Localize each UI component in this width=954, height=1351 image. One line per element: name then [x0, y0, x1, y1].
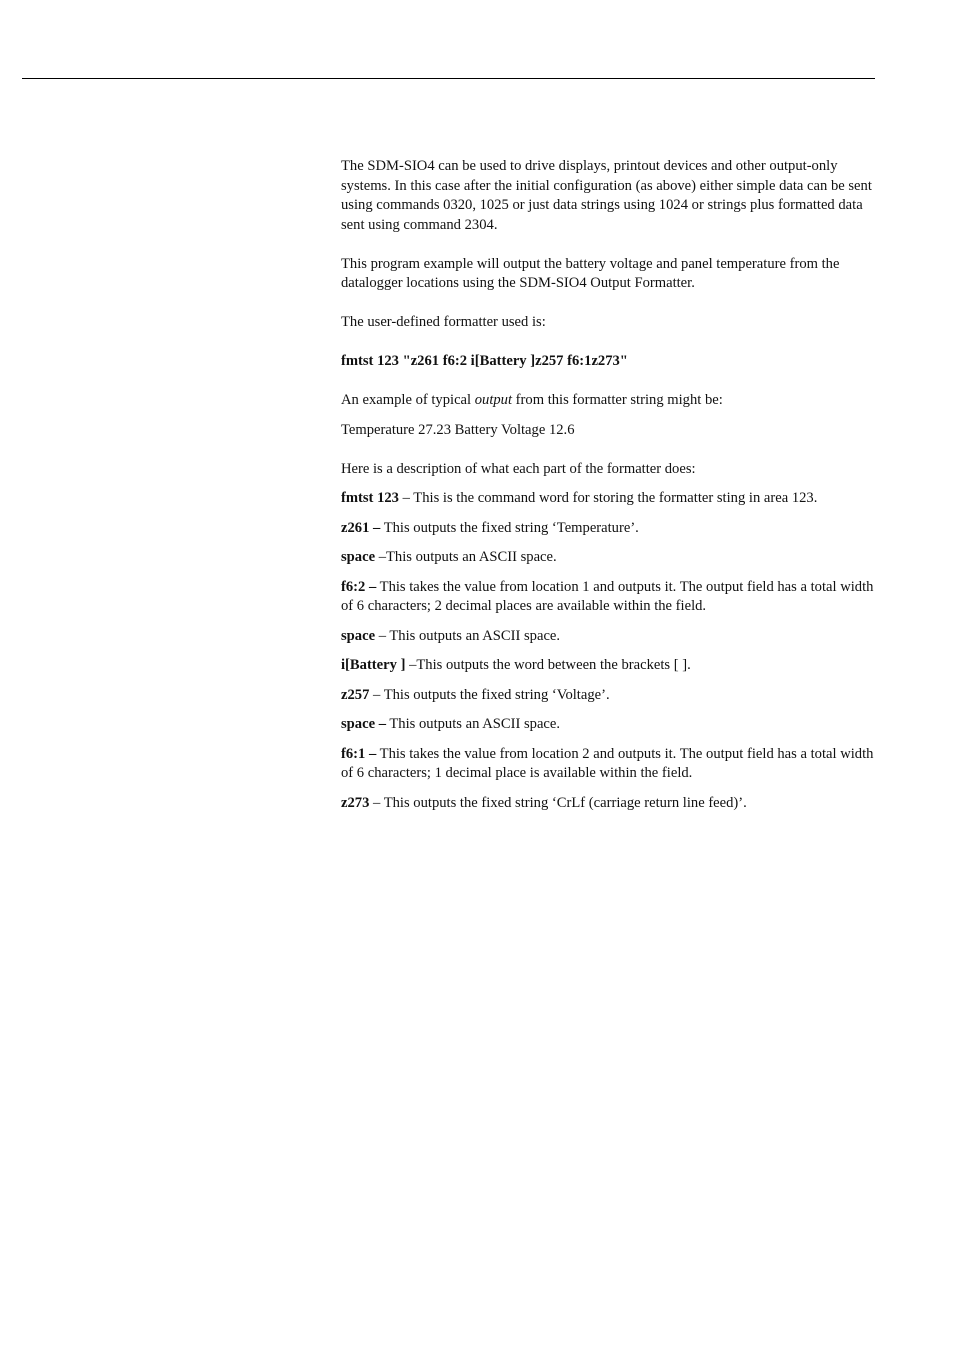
example-intro-after: from this formatter string might be: — [512, 392, 723, 408]
example-intro-before: An example of typical — [341, 392, 475, 408]
description-item — [341, 794, 876, 814]
description-term: fmtst 123 — [341, 490, 399, 506]
description-term: space — [341, 549, 376, 565]
description-term: f6:2 – — [341, 578, 377, 595]
description-text: –This outputs an ASCII space. — [375, 549, 557, 565]
description-term: z257 — [341, 686, 370, 703]
example-intro-italic: output — [474, 392, 513, 408]
description-text: – This outputs the fixed string ‘Voltage’. — [369, 686, 610, 703]
description-text: –This outputs the word between the brackets [ ]. — [405, 657, 691, 673]
description-term: z261 – — [341, 519, 381, 536]
description-intro: Here is a description of what each part of the formatter does: — [341, 460, 696, 477]
description-item — [341, 656, 876, 676]
description-item — [341, 686, 876, 706]
description-item — [341, 715, 876, 735]
description-text: This outputs the fixed string ‘Temperature’. — [380, 519, 639, 536]
intro-paragraph: The SDM-SIO4 can be used to drive displays, printout devices and other output-only systems. In this case after the initial configuration (as above) either simple data can be sent using commands 0320, 1025 or just data strings using 1024 or strings plus formatted data sent using command 2304. — [341, 158, 872, 233]
description-term: space — [341, 627, 376, 644]
description-text: – This outputs the fixed string ‘CrLf (carriage return line feed)’. — [369, 794, 747, 811]
description-term: f6:1 – — [341, 745, 377, 762]
description-term: z273 — [341, 794, 370, 811]
description-text: – This is the command word for storing the formatter sting in area 123. — [398, 490, 818, 506]
description-item — [341, 548, 876, 568]
example-intro-paragraph — [341, 391, 876, 411]
description-text: This takes the value from location 2 and outputs it. The output field has a total width of 6 characters; 1 decimal place is available within the field. — [341, 745, 874, 781]
description-item — [341, 745, 876, 784]
formatter-command-text: fmtst 123 "z261 f6:2 i[Battery ]z257 f6:1z273" — [341, 353, 628, 369]
description-text: – This outputs an ASCII space. — [375, 627, 561, 644]
description-term: i[Battery ] — [341, 657, 406, 673]
description-term: space – — [341, 716, 386, 732]
description-item — [341, 627, 876, 647]
document-body — [341, 157, 876, 823]
formatter-command — [341, 352, 876, 372]
formatter-intro-paragraph: The user-defined formatter used is: — [341, 314, 546, 330]
program-example-paragraph: This program example will output the battery voltage and panel temperature from the datalogger locations using the SDM-SIO4 Output Formatter. — [341, 255, 840, 291]
header-rule — [22, 78, 875, 79]
description-item — [341, 519, 876, 539]
description-item — [341, 489, 876, 509]
description-text: This takes the value from location 1 and outputs it. The output field has a total width of 6 characters; 2 decimal places are available within the field. — [341, 578, 874, 614]
description-item — [341, 578, 876, 617]
description-text: This outputs an ASCII space. — [386, 716, 561, 732]
example-output: Temperature 27.23 Battery Voltage 12.6 — [341, 421, 575, 438]
